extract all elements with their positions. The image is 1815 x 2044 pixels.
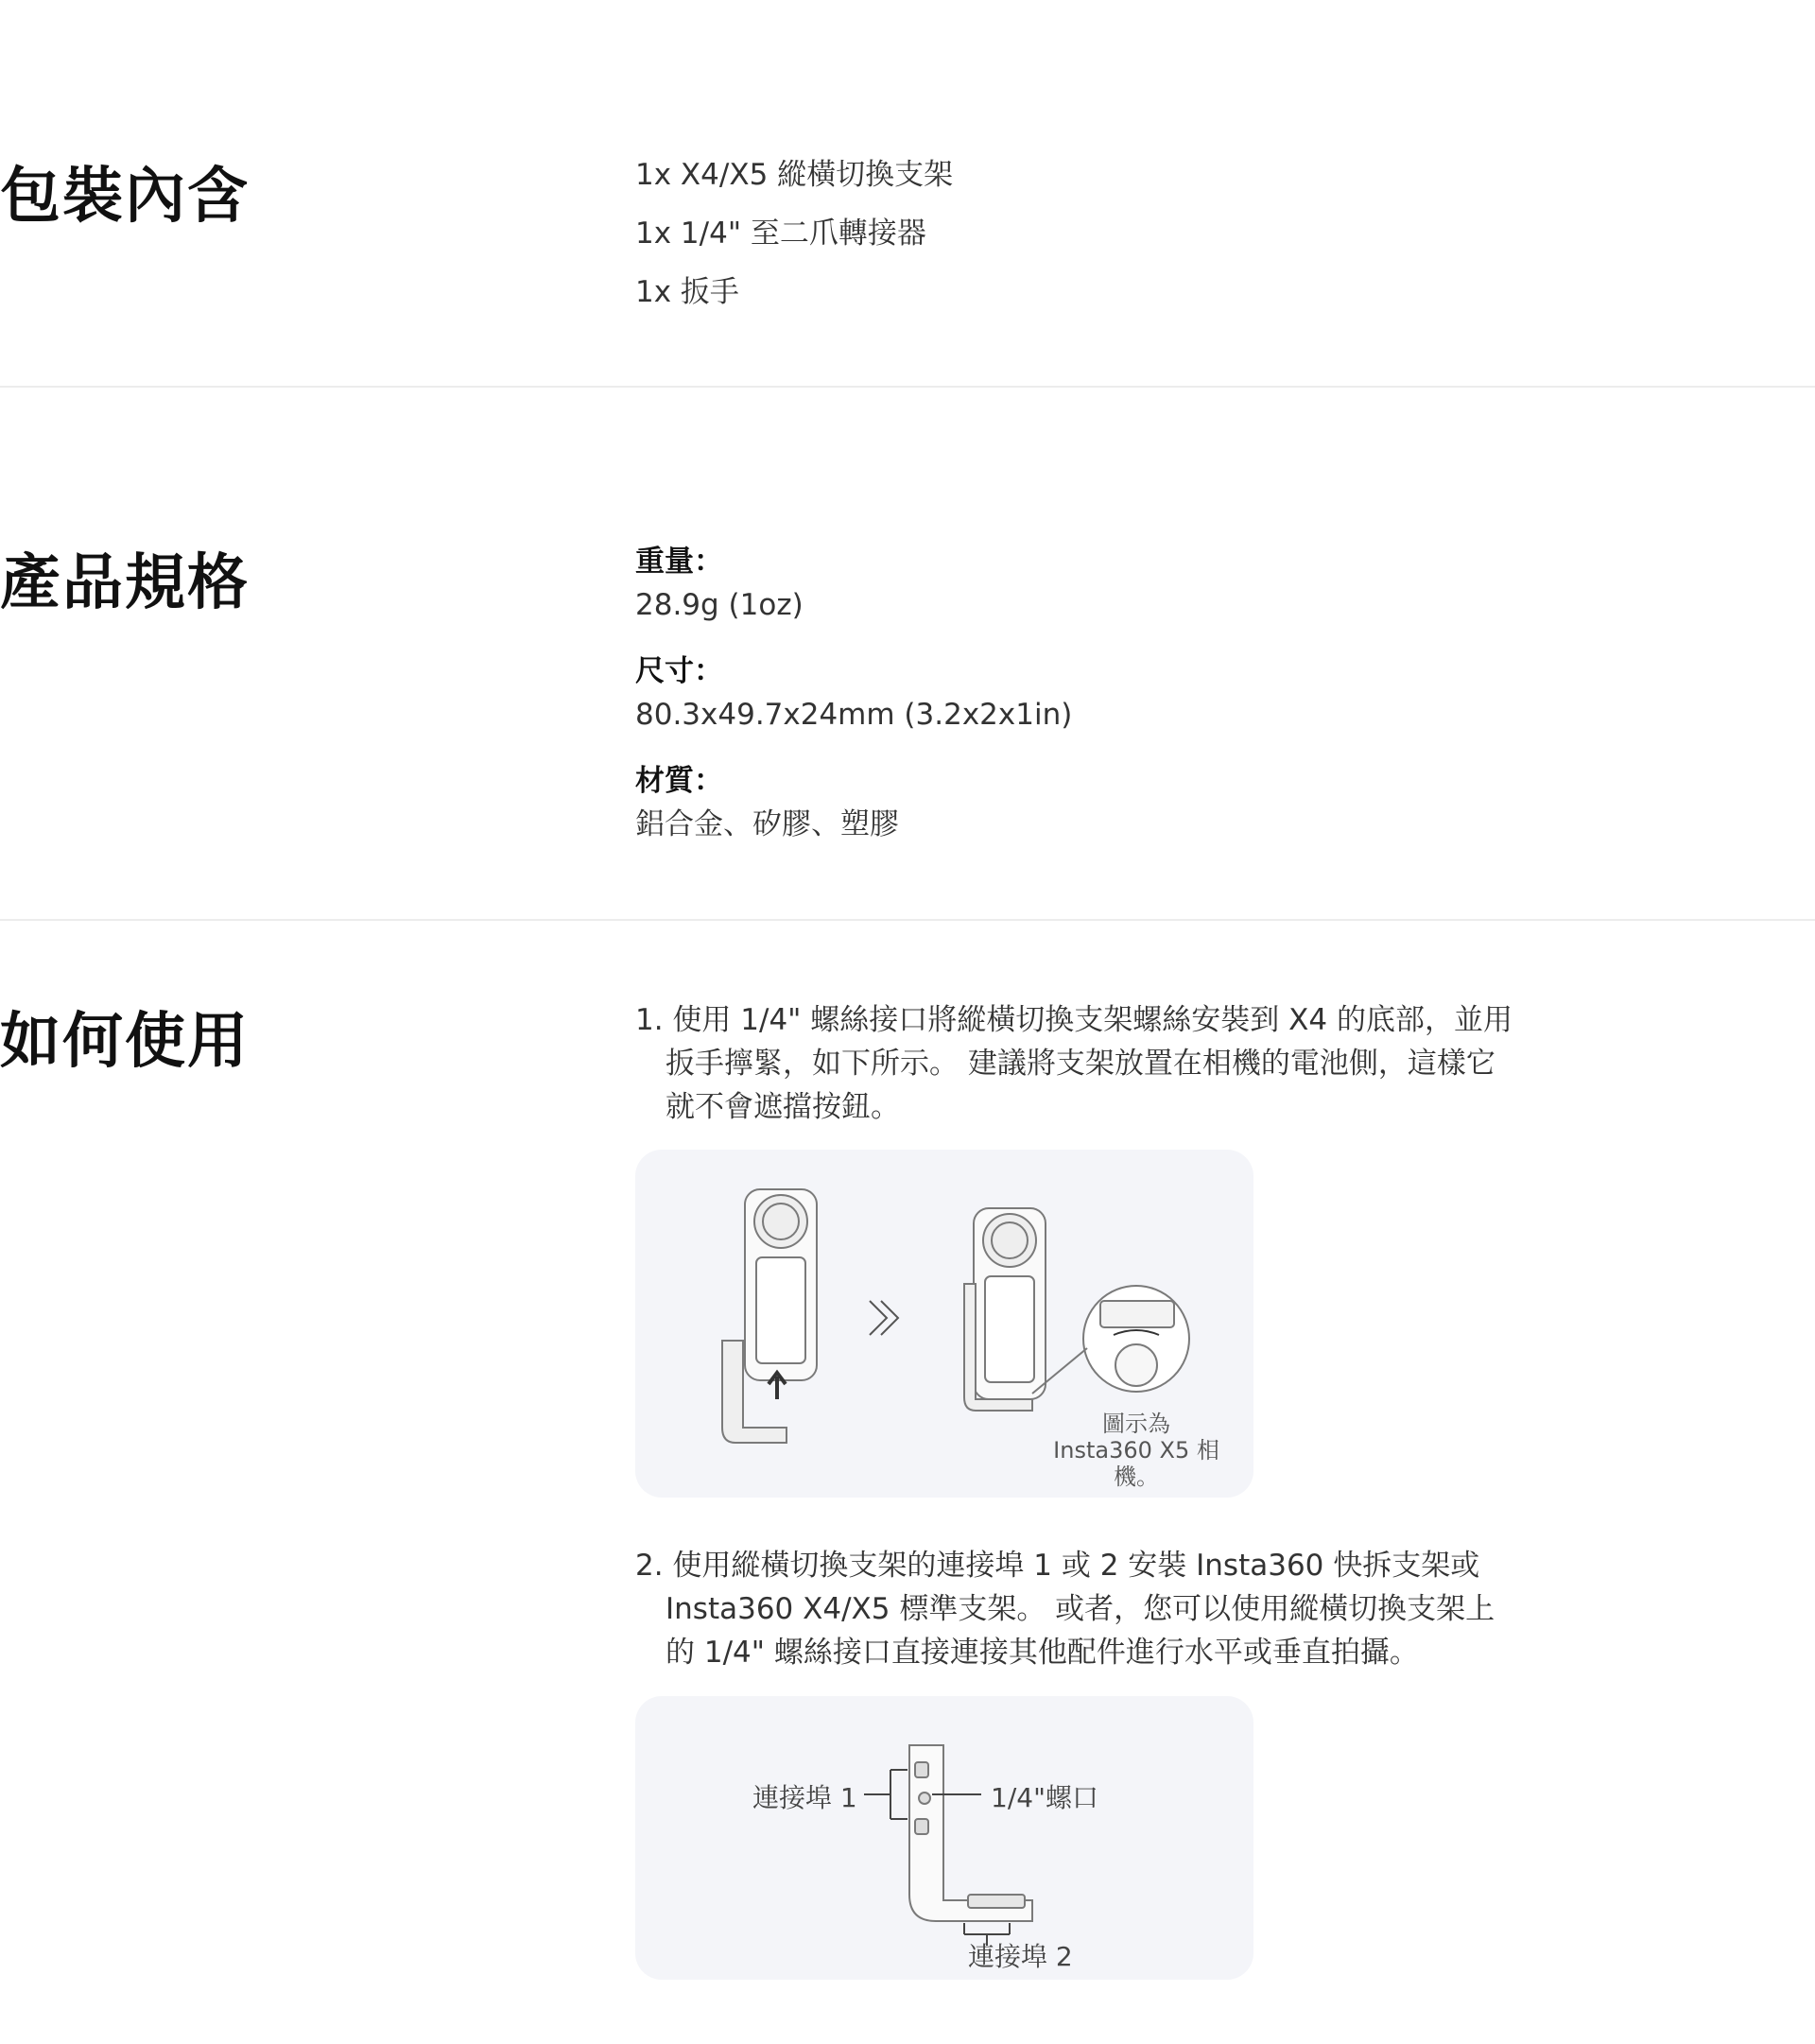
specs-list	[635, 540, 1072, 869]
figure-caption-line1: 圖示為	[1102, 1411, 1170, 1437]
spec-value-weight: 28.9g (1oz)	[635, 588, 804, 622]
spec-value-size: 80.3x49.7x24mm (3.2x2x1in)	[635, 698, 1073, 732]
spec-value-material: 鋁合金、矽膠、塑膠	[635, 807, 899, 841]
figure-bracket-ports	[635, 1696, 1253, 1980]
bracket-illustration	[635, 1696, 1253, 1980]
callout-screw: 1/4"螺口	[991, 1782, 1098, 1813]
spec-label-size: 尺寸：	[635, 654, 723, 688]
package-item: 1x 1/4" 至二爪轉接器	[635, 217, 926, 251]
specs-title: 產品規格	[0, 548, 250, 618]
package-item: 1x X4/X5 縱橫切換支架	[635, 158, 954, 192]
figure-install-bracket	[635, 1150, 1253, 1498]
package-item: 1x 扳手	[635, 275, 739, 309]
section-divider	[0, 919, 1815, 921]
spec-label-material: 材質：	[635, 764, 723, 798]
usage-title: 如何使用	[0, 1007, 250, 1077]
section-divider	[0, 386, 1815, 388]
spec-label-weight: 重量：	[635, 545, 723, 579]
figure-caption	[1032, 1411, 1240, 1490]
callout-port-1: 連接埠 1	[752, 1782, 857, 1813]
package-list	[635, 146, 953, 321]
package-title: 包裝內含	[0, 162, 250, 232]
callout-port-2: 連接埠 2	[968, 1941, 1073, 1972]
figure-caption-line2: Insta360 X5 相機。	[1053, 1437, 1219, 1490]
usage-step-1: 1. 使用 1/4" 螺絲接口將縱橫切換支架螺絲安裝到 X4 的底部，並用扳手擰緊，如下所示。 建議將支架放置在相機的電池側，這樣它就不會遮擋按鈕。	[635, 1003, 1512, 1124]
usage-step-2: 2. 使用縱橫切換支架的連接埠 1 或 2 安裝 Insta360 快拆支架或 Insta360 X4/X5 標準支架。 或者，您可以使用縱橫切換支架上的 1/4" 螺絲接口直接連接其他配件進行水平或垂直拍攝。	[635, 1549, 1495, 1670]
